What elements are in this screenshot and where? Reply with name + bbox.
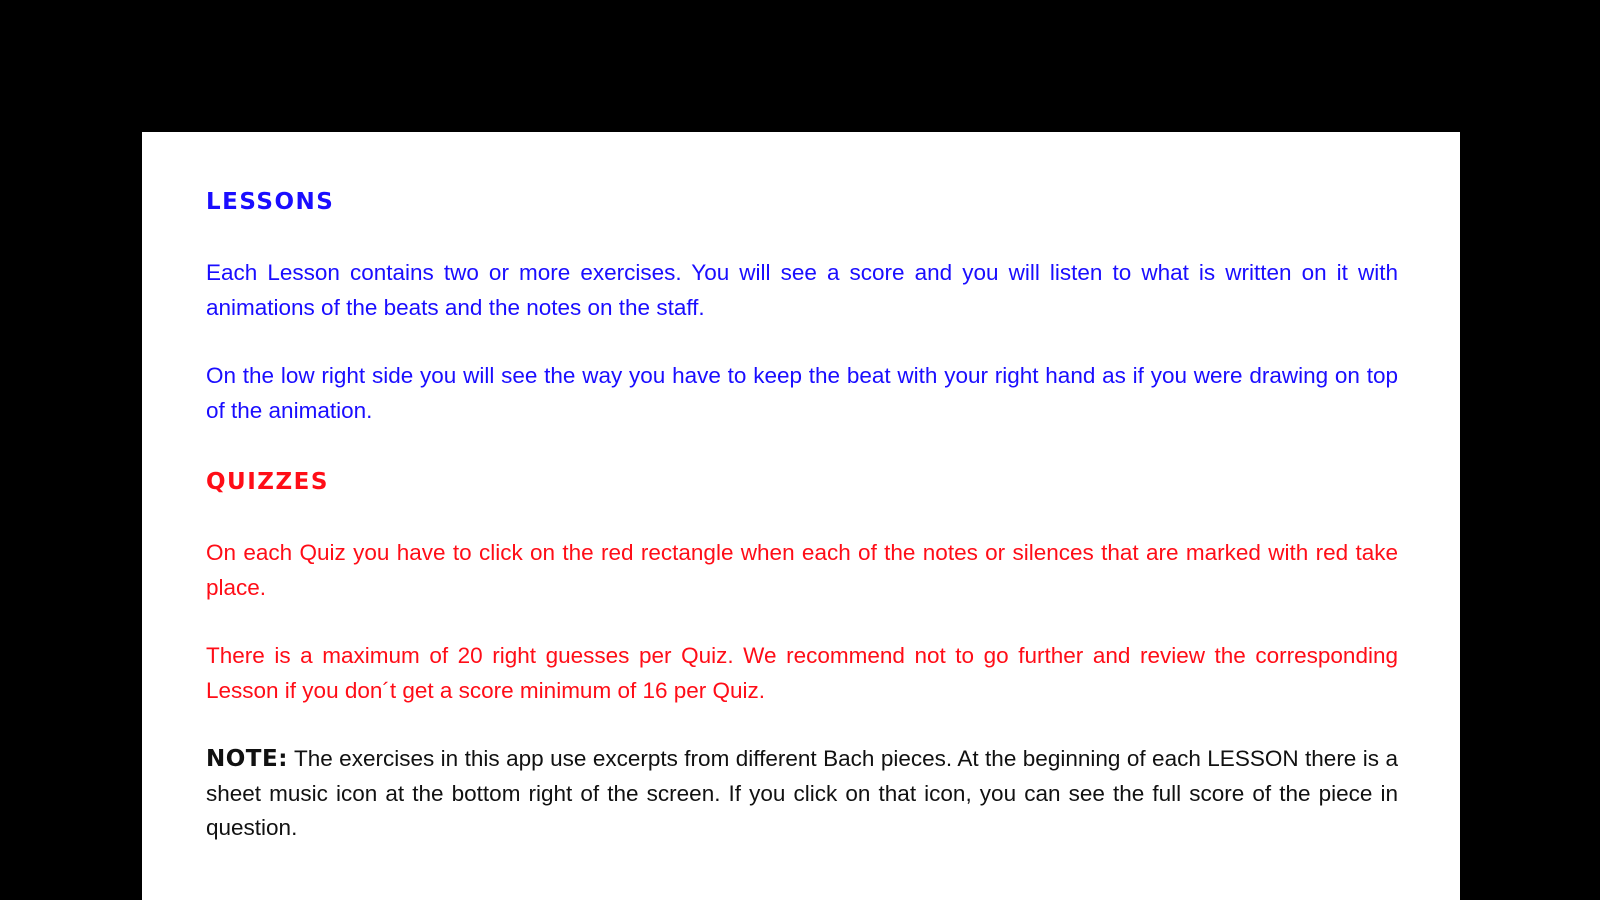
lessons-paragraph-beat: On the low right side you will see the way you have to keep the beat with your right hand as if you were drawing on top of the animation.: [206, 363, 1398, 423]
note-text: The exercises in this app use excerpts from different Bach pieces. At the beginning of each LESSON there is a sheet music icon at the bottom right of the screen. If you click on that icon, you can see the full score of the piece in question.: [206, 746, 1398, 840]
instructions-panel[interactable]: [142, 132, 1460, 900]
quizzes-paragraph-click: On each Quiz you have to click on the red rectangle when each of the notes or silences that are marked with red take place.: [206, 540, 1398, 600]
lessons-paragraph-exercises: Each Lesson contains two or more exercises. You will see a score and you will listen to what is written on it with animations of the beats and the notes on the staff.: [206, 260, 1398, 320]
note-paragraph: [206, 742, 1398, 846]
lessons-heading: LESSONS: [206, 189, 335, 215]
quizzes-heading: QUIZZES: [206, 469, 329, 495]
quizzes-paragraph-score: There is a maximum of 20 right guesses per Quiz. We recommend not to go further and review the corresponding Lesson if you don´t get a score minimum of 16 per Quiz.: [206, 643, 1398, 703]
note-label: NOTE:: [206, 746, 288, 772]
